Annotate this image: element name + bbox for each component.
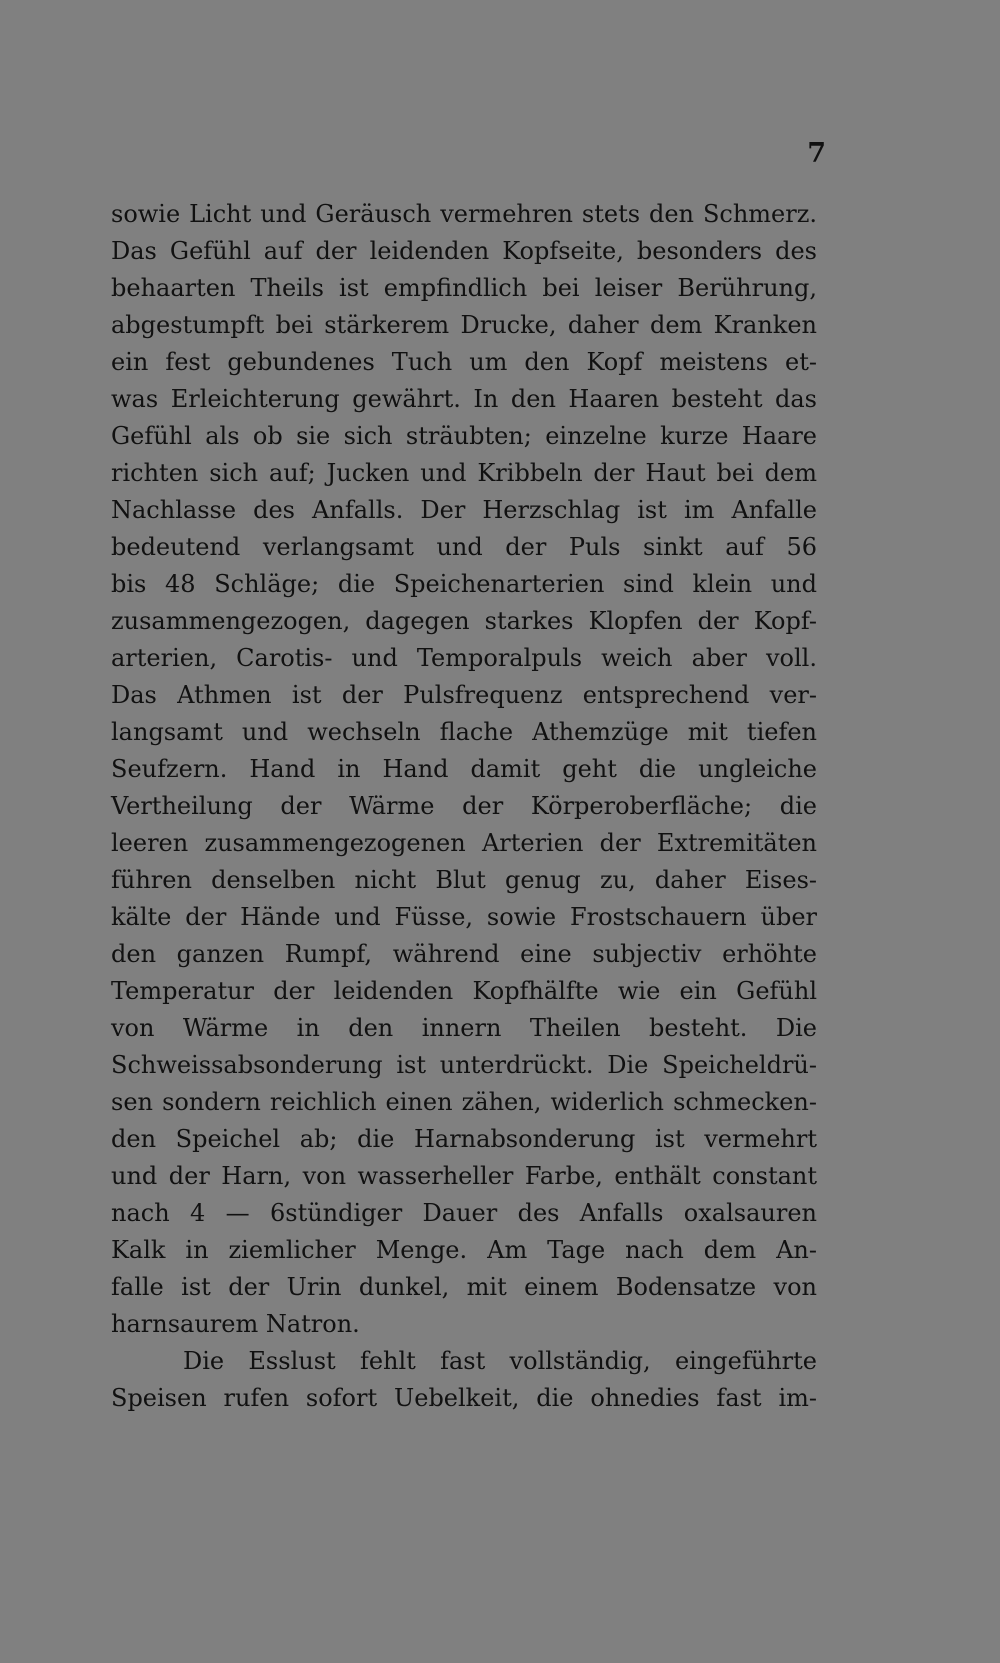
text-line: richten sich auf; Jucken und Kribbeln der Haut bei dem xyxy=(111,459,817,487)
text-line: Nachlasse des Anfalls. Der Herzschlag ist im Anfalle xyxy=(111,496,817,524)
body-text xyxy=(111,196,817,1417)
text-line: bis 48 Schläge; die Speichenarterien sind klein und xyxy=(111,570,817,598)
text-line: nach 4 — 6stündiger Dauer des Anfalls oxalsauren xyxy=(111,1199,817,1227)
text-line: den ganzen Rumpf, während eine subjectiv erhöhte xyxy=(111,940,817,968)
text-line: zusammengezogen, dagegen starkes Klopfen der Kopf- xyxy=(111,607,817,635)
text-line: ein fest gebundenes Tuch um den Kopf meistens et- xyxy=(111,348,817,376)
text-line: Gefühl als ob sie sich sträubten; einzelne kurze Haare xyxy=(111,422,817,450)
text-line: sowie Licht und Geräusch vermehren stets den Schmerz. xyxy=(111,200,817,228)
text-line: Seufzern. Hand in Hand damit geht die ungleiche xyxy=(111,755,817,783)
text-line: von Wärme in den innern Theilen besteht. Die xyxy=(111,1014,817,1042)
text-line: Schweissabsonderung ist unterdrückt. Die Speicheldrü- xyxy=(111,1051,817,1079)
text-line: Das Athmen ist der Pulsfrequenz entsprechend ver- xyxy=(111,681,817,709)
text-line: Vertheilung der Wärme der Körperoberfläche; die xyxy=(111,792,817,820)
text-line: und der Harn, von wasserheller Farbe, enthält constant xyxy=(111,1162,817,1190)
text-line: sen sondern reichlich einen zähen, widerlich schmecken- xyxy=(111,1088,817,1116)
text-line: was Erleichterung gewährt. In den Haaren besteht das xyxy=(111,385,817,413)
text-line: Speisen rufen sofort Uebelkeit, die ohnedies fast im- xyxy=(111,1384,817,1412)
text-line: kälte der Hände und Füsse, sowie Frostschauern über xyxy=(111,903,817,931)
text-line: leeren zusammengezogenen Arterien der Extremitäten xyxy=(111,829,817,857)
text-line: Die Esslust fehlt fast vollständig, eingeführte xyxy=(183,1347,817,1375)
text-line: den Speichel ab; die Harnabsonderung ist vermehrt xyxy=(111,1125,817,1153)
text-line: arterien, Carotis- und Temporalpuls weich aber voll. xyxy=(111,644,817,672)
text-line: Temperatur der leidenden Kopfhälfte wie ein Gefühl xyxy=(111,977,817,1005)
text-line: führen denselben nicht Blut genug zu, daher Eises- xyxy=(111,866,817,894)
text-line: bedeutend verlangsamt und der Puls sinkt auf 56 xyxy=(111,533,817,561)
text-line: falle ist der Urin dunkel, mit einem Bodensatze von xyxy=(111,1273,817,1301)
paragraph-1 xyxy=(111,196,817,1343)
text-line: Das Gefühl auf der leidenden Kopfseite, besonders des xyxy=(111,237,817,265)
text-line: abgestumpft bei stärkerem Drucke, daher dem Kranken xyxy=(111,311,817,339)
paragraph-2 xyxy=(111,1343,817,1417)
text-line: harnsaurem Natron. xyxy=(111,1310,360,1338)
text-line: Kalk in ziemlicher Menge. Am Tage nach dem An- xyxy=(111,1236,817,1264)
page-number: 7 xyxy=(807,138,826,169)
text-line: langsamt und wechseln flache Athemzüge mit tiefen xyxy=(111,718,817,746)
text-line: behaarten Theils ist empfindlich bei leiser Berührung, xyxy=(111,274,817,302)
